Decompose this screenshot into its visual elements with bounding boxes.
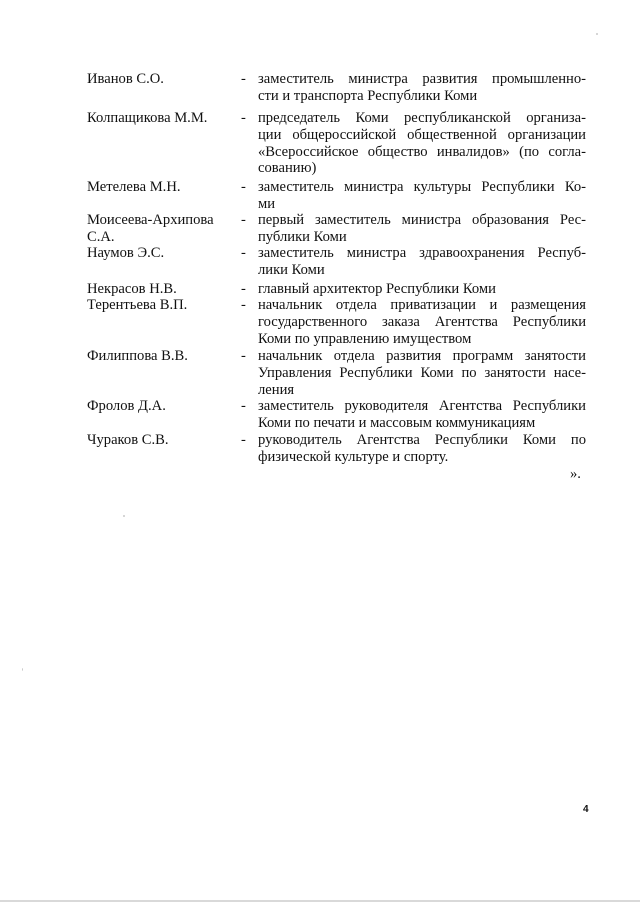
entry-dash: - [241, 398, 246, 414]
entry-dash: - [241, 245, 246, 261]
scan-speck [22, 668, 23, 671]
member-name-line: Колпащикова М.М. [87, 110, 208, 126]
entry-dash: - [241, 71, 246, 87]
member-position [258, 179, 586, 213]
member-position [258, 398, 586, 432]
scan-speck [123, 515, 125, 517]
entry-dash: - [241, 297, 246, 313]
member-name [87, 281, 232, 298]
member-name [87, 212, 232, 246]
member-position [258, 281, 586, 298]
member-name-line: Филиппова В.В. [87, 348, 188, 364]
position-line: начальник отдела приватизации и размещения [258, 297, 586, 313]
closing-quote: ». [570, 466, 581, 482]
member-position [258, 245, 586, 279]
position-line: государственного заказа Агентства Республики [258, 313, 586, 330]
scan-edge [0, 900, 640, 902]
position-line: заместитель руководителя Агентства Республики [258, 398, 586, 414]
member-position [258, 348, 586, 398]
position-line: руководитель Агентства Республики Коми по [258, 432, 586, 448]
entry-dash: - [241, 348, 246, 364]
member-name-line: Фролов Д.А. [87, 398, 166, 414]
member-name [87, 110, 232, 127]
position-line: Коми по управлению имуществом [258, 330, 472, 347]
position-line: ми [258, 195, 276, 212]
position-line: лики Коми [258, 261, 325, 278]
page-number: 4 [583, 804, 589, 815]
position-line: физической культуре и спорту. [258, 448, 449, 465]
member-position [258, 432, 586, 466]
member-name [87, 71, 232, 88]
entry-dash: - [241, 110, 246, 126]
entry-dash: - [241, 281, 246, 297]
position-line: заместитель министра здравоохранения Респуб- [258, 245, 586, 261]
member-name-line: Некрасов Н.В. [87, 281, 177, 297]
member-name-line: Моисеева-Архипова [87, 212, 214, 228]
position-line: председатель Коми республиканской организа- [258, 110, 586, 126]
member-name [87, 245, 232, 262]
position-line: сти и транспорта Республики Коми [258, 87, 478, 104]
position-line: главный архитектор Республики Коми [258, 281, 496, 297]
position-line: Управления Республики Коми по занятости насе- [258, 364, 586, 381]
position-line: ления [258, 381, 295, 398]
position-line: Коми по печати и массовым коммуникациям [258, 414, 536, 431]
position-line: публики Коми [258, 228, 347, 245]
entry-dash: - [241, 212, 246, 228]
member-position [258, 212, 586, 246]
position-line: сованию) [258, 160, 317, 177]
member-name-line: Иванов С.О. [87, 71, 164, 87]
member-name [87, 179, 232, 196]
member-name [87, 398, 232, 415]
position-line: заместитель министра культуры Республики Ко- [258, 179, 586, 195]
member-name-line: С.А. [87, 228, 115, 245]
member-name-line: Метелева М.Н. [87, 179, 181, 195]
position-line: начальник отдела развития программ занятости [258, 348, 586, 364]
member-position [258, 110, 586, 177]
position-line: заместитель министра развития промышленно- [258, 71, 586, 87]
entry-dash: - [241, 432, 246, 448]
member-position [258, 71, 586, 105]
member-name-line: Чураков С.В. [87, 432, 169, 448]
position-line: ции общероссийской общественной организации [258, 126, 586, 143]
position-line: первый заместитель министра образования Рес- [258, 212, 586, 228]
member-position [258, 297, 586, 347]
scan-speck [596, 33, 598, 35]
entry-dash: - [241, 179, 246, 195]
member-name-line: Терентьева В.П. [87, 297, 188, 313]
member-name [87, 297, 232, 314]
member-name-line: Наумов Э.С. [87, 245, 165, 261]
position-line: «Всероссийское общество инвалидов» (по согла- [258, 143, 586, 160]
member-name [87, 432, 232, 449]
member-name [87, 348, 232, 365]
